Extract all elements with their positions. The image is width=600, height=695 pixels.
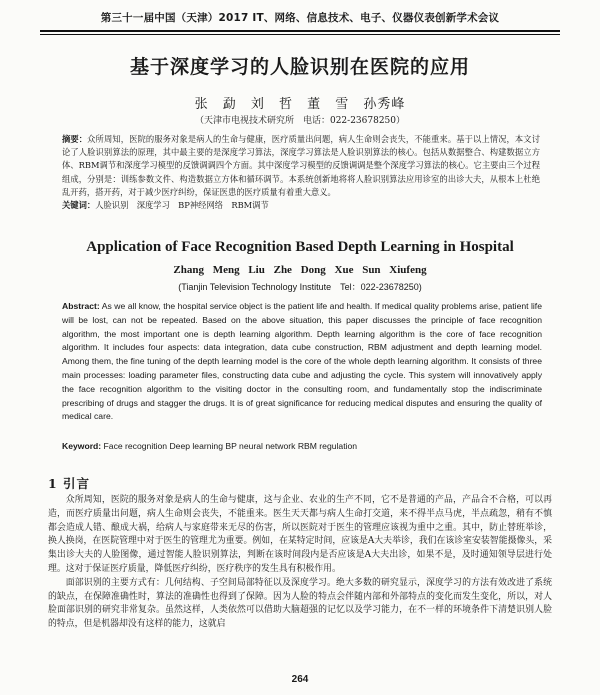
en-abstract-label: Abstract: xyxy=(62,301,100,311)
en-abstract-text: As we all know, the hospital service object is the patient life and health. If medical quality problems arise, patient life will be lost, can not be repeated. Based on the above situation, this paper discusses the principle of face recognition algorithm, the most important one is depth learning algorithm. Depth learning algorithm is the core of face recognition algorithm. It includes four aspects: data integration, data cube construction, RBM adjustment and depth learning model. Among them, the fine tuning of the depth learning model is the core of the whole depth learning algorithm. It consists of three main processes: loading parameter files, constructing data cube and adjusting the cycle. This system will innovatively apply the face recognition algorithm to the visiting doctor in the consulting room, and fundamentally stop the indiscriminate prescribing of drugs and stagger the drugs. It is of great significance for reducing medical disputes and ensuring the quality of medical care. xyxy=(62,301,542,422)
zh-keywords-text: 人脸识别 深度学习 BP神经网络 RBM调节 xyxy=(95,200,269,210)
zh-abstract-label: 摘要： xyxy=(62,134,88,144)
zh-abstract-text: 众所周知，医院的服务对象是病人的生命与健康，医疗质量出问题，病人生命则会丧失，不能重来。基于以上情况，本文讨论了人脸识别算法的原理，其中最主要的是深度学习算法，深度学习算法是人脸识别算法的核心。包括从数据整合、构建数据立方体、RBM调节和深度学习模型的反馈调调四个方面。其中深度学习模型的反馈调调是整个深度学习算法的核心。它主要由三个过程组成，分别是：训练参数文件、构造数据立方体和循环调节。本系统创新地将将人脸识别算法应用诊室的出诊大夫，从根本上杜绝乱开药，搭开药，对于减少医疗纠纷，保证医患的医疗质量有着重大意义。 xyxy=(62,134,540,197)
body-text xyxy=(48,494,552,632)
en-affiliation: (Tianjin Television Technology Institute Tel：022-23678250) xyxy=(178,282,422,292)
body-paragraph: 众所周知，医院的服务对象是病人的生命与健康，这与企业、农业的生产不同，它不是普通的产品，产品合不合格，可以再造，而医疗质量出问题，病人生命则会丧失，不能重来。医生天天都与病人生命打交道，来不得半点马虎，半点疏忽，稍有不慎都会造成人错、酿成大祸，给病人与家庭带来无尽的伤害，所以医院对于医生的管理应该视为重中之重。其中，防止替班举诊，换人换岗，在医院管理中对于医生的管理尤为重要。例如，在某特定时间，应该是A大夫举诊，我们在该诊室安装智能摄像头，采集出诊大夫的人脸图像，通过智能人脸识别算法，判断在该时间段内是否应该是A大夫出诊，如果不是，及时通知领导层进行处理。这对于保证医疗质量，降低医疗纠纷，医疗秩序的发生具有积极作用。 xyxy=(48,495,552,574)
en-keywords-text: Face recognition Deep learning BP neural network RBM regulation xyxy=(103,441,358,451)
en-title: Application of Face Recognition Based Depth Learning in Hospital xyxy=(86,239,514,255)
zh-keywords xyxy=(62,199,540,212)
en-abstract xyxy=(62,300,542,424)
zh-keywords-label: 关键词： xyxy=(62,200,96,210)
zh-affiliation: （天津市电视技术研究所 电话：022-23678250） xyxy=(194,116,406,126)
zh-authors: 张 勐 刘 哲 董 雪 孙秀峰 xyxy=(194,97,406,112)
section-heading: 1 引言 xyxy=(48,476,91,491)
page-title: 基于深度学习的人脸识别在医院的应用 xyxy=(129,56,470,78)
en-keywords-label: Keyword: xyxy=(62,441,102,451)
header-rule xyxy=(40,30,560,35)
conference-header: 第三十一届中国（天津）2017 IT、网络、信息技术、电子、仪器仪表创新学术会议 xyxy=(100,12,500,24)
zh-abstract xyxy=(62,133,540,199)
en-keywords xyxy=(62,440,542,453)
body-paragraph: 面部识别的主要方式有：几何结构、子空间局部特征以及深度学习。绝大多数的研究显示，深度学习的方法有效改进了系统的缺点，在保障准确性时，算法的准确性也得到了保障。因为人脸的特点会伴随内部和外部特点的变化而发生变化，所以，对人脸面部识别的研究非常复杂。虽然这样，人类依然可以借助大脑超强的记忆以及学习能力，在不一样的环境条件下清楚识别人脸的特点，但是机器却没有这样的能力，这就启 xyxy=(48,577,552,630)
page-number: 264 xyxy=(291,674,309,685)
en-authors: Zhang Meng Liu Zhe Dong Xue Sun Xiufeng xyxy=(173,264,427,276)
